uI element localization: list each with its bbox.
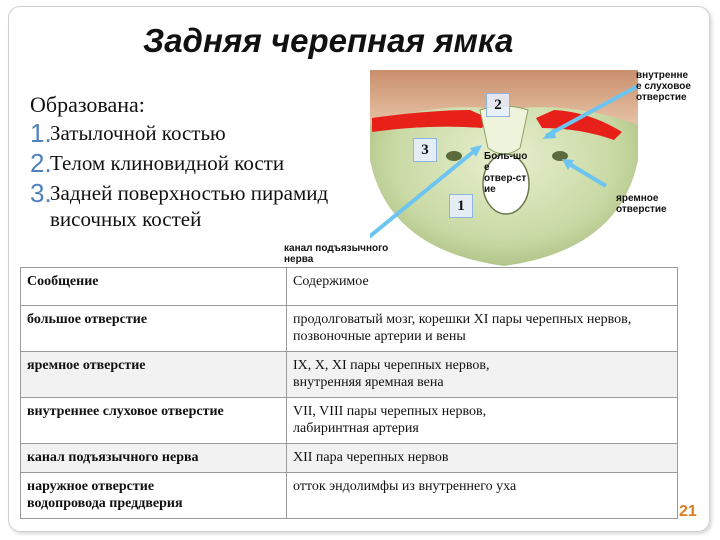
formed-item-text: Телом клиновидной кости [50, 151, 285, 175]
page-number: 21 [679, 503, 697, 520]
slide-title: Задняя черепная ямка [143, 22, 514, 59]
formed-item-number: 1. [30, 118, 52, 148]
row-message: внутреннее слуховое отверстие [21, 398, 287, 444]
row-message: наружное отверстие водопровода преддверия [21, 473, 287, 519]
row-content: IX, X, XI пары черепных нервов, внутренняя яремная вена [287, 352, 678, 398]
row-message: канал подъязычного нерва [21, 444, 287, 473]
formed-item-number: 3. [30, 178, 52, 208]
header-message: Сообщение [21, 268, 287, 306]
row-message: большое отверстие [21, 306, 287, 352]
marker-box-2: 2 [486, 93, 510, 117]
jugular-label: яремное отверстие [616, 193, 667, 215]
formed-item-3 [30, 178, 328, 234]
formed-item-text: Затылочной костью [50, 121, 226, 145]
row-content: XII пара черепных нервов [287, 444, 678, 473]
table-row [21, 352, 678, 398]
row-content: VII, VIII пары черепных нервов, лабиринтная артерия [287, 398, 678, 444]
marker-box-3: 3 [413, 138, 437, 162]
jugular-foramen-left [446, 151, 462, 161]
formed-heading: Образована: [30, 92, 145, 117]
foramina-table [20, 267, 678, 519]
formed-item-2 [30, 148, 328, 178]
marker-box-1: 1 [449, 194, 473, 218]
formed-item-number: 2. [30, 148, 52, 178]
row-content: продолговатый мозг, корешки XI пары черепных нервов, позвоночные артерии и вены [287, 306, 678, 352]
table-header-row [21, 268, 678, 306]
header-content: Содержимое [287, 268, 678, 306]
formed-list [30, 118, 328, 234]
table-row [21, 398, 678, 444]
row-message: яремное отверстие [21, 352, 287, 398]
foramen-magnum-label: Боль-шо е отвер-ст ие [484, 151, 528, 195]
formed-item-text-cont: височных костей [50, 207, 202, 231]
table-row [21, 306, 678, 352]
table-row [21, 444, 678, 473]
table-row [21, 473, 678, 519]
hypoglossal-label: канал подъязычного нерва [284, 243, 389, 265]
row-content: отток эндолимфы из внутреннего уха [287, 473, 678, 519]
internal-auditory-label: внутренне е слуховое отверстие [636, 70, 691, 103]
formed-item-text: Задней поверхностью пирамид [50, 181, 329, 205]
formed-item-1 [30, 118, 328, 148]
